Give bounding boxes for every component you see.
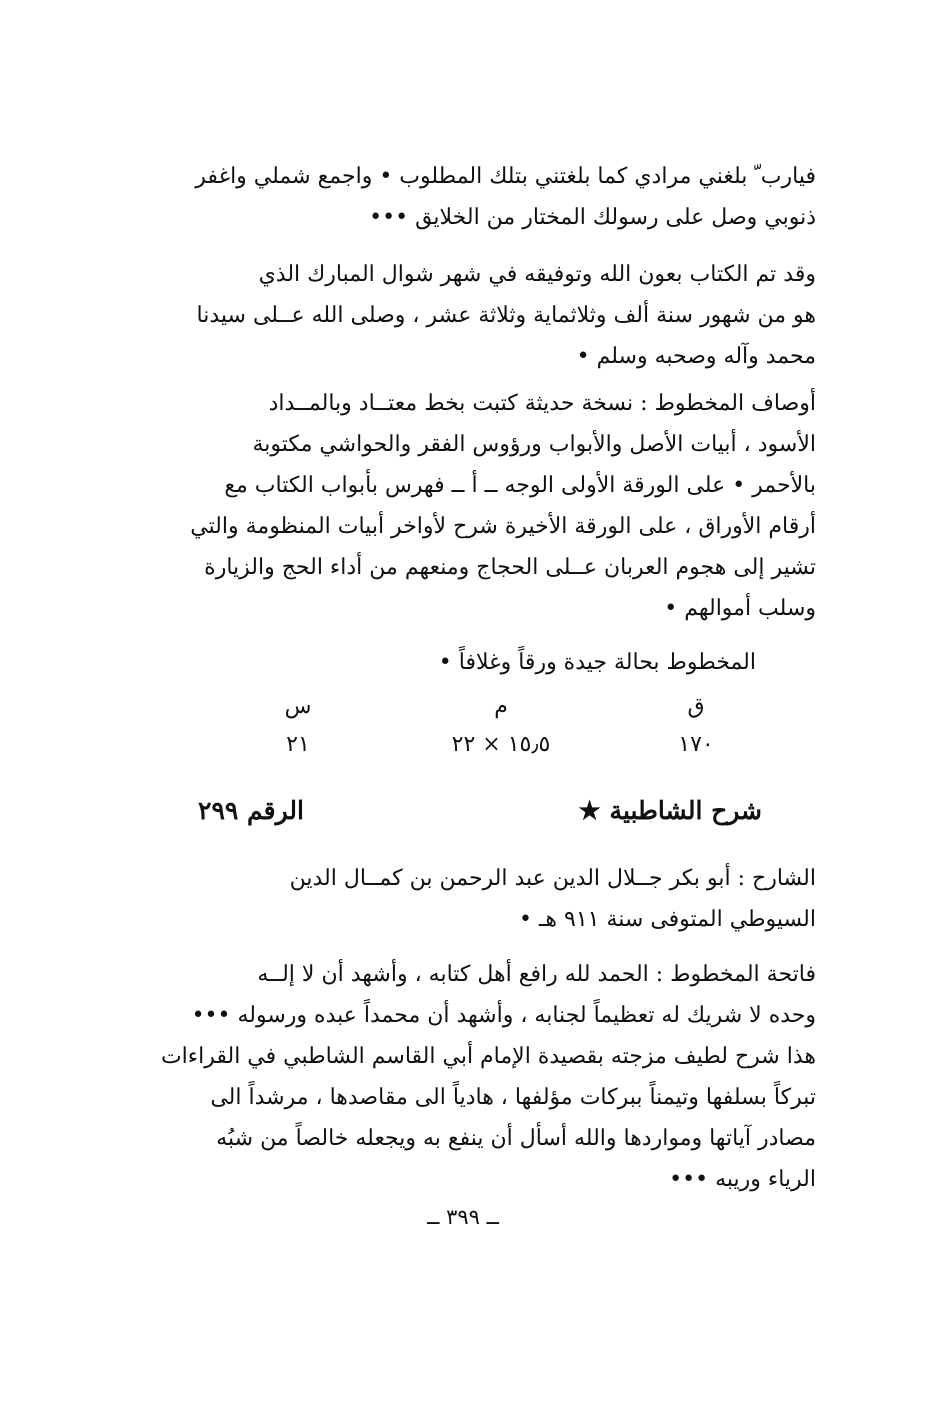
text-line: المخطوط بحالة جيدة ورقاً وغلافاً • [438,650,756,675]
text-line: فاتحة المخطوط : الحمد لله رافع أهل كتابه ، وأشهد أن لا إلــه [257,962,816,987]
dimension-value-q: ١٧٠ [678,732,714,757]
dimension-header-q: ق [687,694,705,719]
dimension-value-s: ٢١ [286,732,310,757]
commentator-paragraph [160,858,816,940]
dimension-header-m: م [494,694,508,719]
entry-number: الرقم ٢٩٩ [198,796,304,825]
dimension-header-s: س [284,694,312,719]
page-number: ــ ٣٩٩ ــ [427,1205,499,1229]
opening-paragraph [160,954,816,1200]
text-line: هذا شرح لطيف مزجته بقصيدة الإمام أبي القاسم الشاطبي في القراءات [160,1044,816,1069]
text-line: الشارح : أبو بكر جــلال الدين عبد الرحمن بن كمــال الدين [289,866,816,891]
colophon-paragraph [160,254,816,377]
text-line: هو من شهور سنة ألف وثلاثماية وثلاثة عشر ، وصلى الله عــلى سيدنا [196,303,816,328]
text-line: وقد تم الكتاب بعون الله وتوفيقه في شهر شوال المبارك الذي [258,262,816,287]
text-line: تشير إلى هجوم العربان عــلى الحجاج ومنعهم من أداء الحج والزيارة [204,555,816,580]
text-line: وحده لا شريك له تعظيماً لجنابه ، وأشهد أن محمداً عبده ورسوله ••• [191,1003,816,1028]
text-line: فيارب ّ بلغني مرادي كما بلغتني بتلك المطلوب • واجمع شملي واغفر [195,164,816,189]
text-line: أوصاف المخطوط : نسخة حديثة كتبت بخط معتــاد وبالمــداد [268,391,816,416]
manuscript-description-paragraph [160,383,816,629]
text-line: وسلب أموالهم • [664,596,816,621]
condition-note [160,642,816,683]
text-line: أرقام الأوراق ، على الورقة الأخيرة شرح لأواخر أبيات المنظومة والتي [190,514,816,539]
closing-prayer-paragraph [160,156,816,238]
text-line: الرياء وريبه ••• [669,1167,816,1192]
text-line: تبركاً بسلفها وتيمناً ببركات مؤلفها ، هادياً الى مقاصدها ، مرشداً الى [210,1085,816,1110]
entry-title: شرح الشاطبية ★ [578,796,762,825]
text-line: ذنوبي وصل على رسولك المختار من الخلايق ••• [369,205,816,230]
text-line: مصادر آياتها ومواردها والله أسأل أن ينفع به ويجعله خالصاً من شبُه [216,1126,816,1151]
text-line: الأسود ، أبيات الأصل والأبواب ورؤوس الفقر والحواشي مكتوبة [252,432,816,457]
text-line: بالأحمر • على الورقة الأولى الوجه ــ أ ــ فهرس بأبواب الكتاب مع [224,473,816,498]
text-line: محمد وآله وصحبه وسلم • [576,344,816,369]
text-line: السيوطي المتوفى سنة ٩١١ هـ • [519,907,816,932]
dimension-value-m: ١٥٫٥ × ٢٢ [451,732,551,757]
